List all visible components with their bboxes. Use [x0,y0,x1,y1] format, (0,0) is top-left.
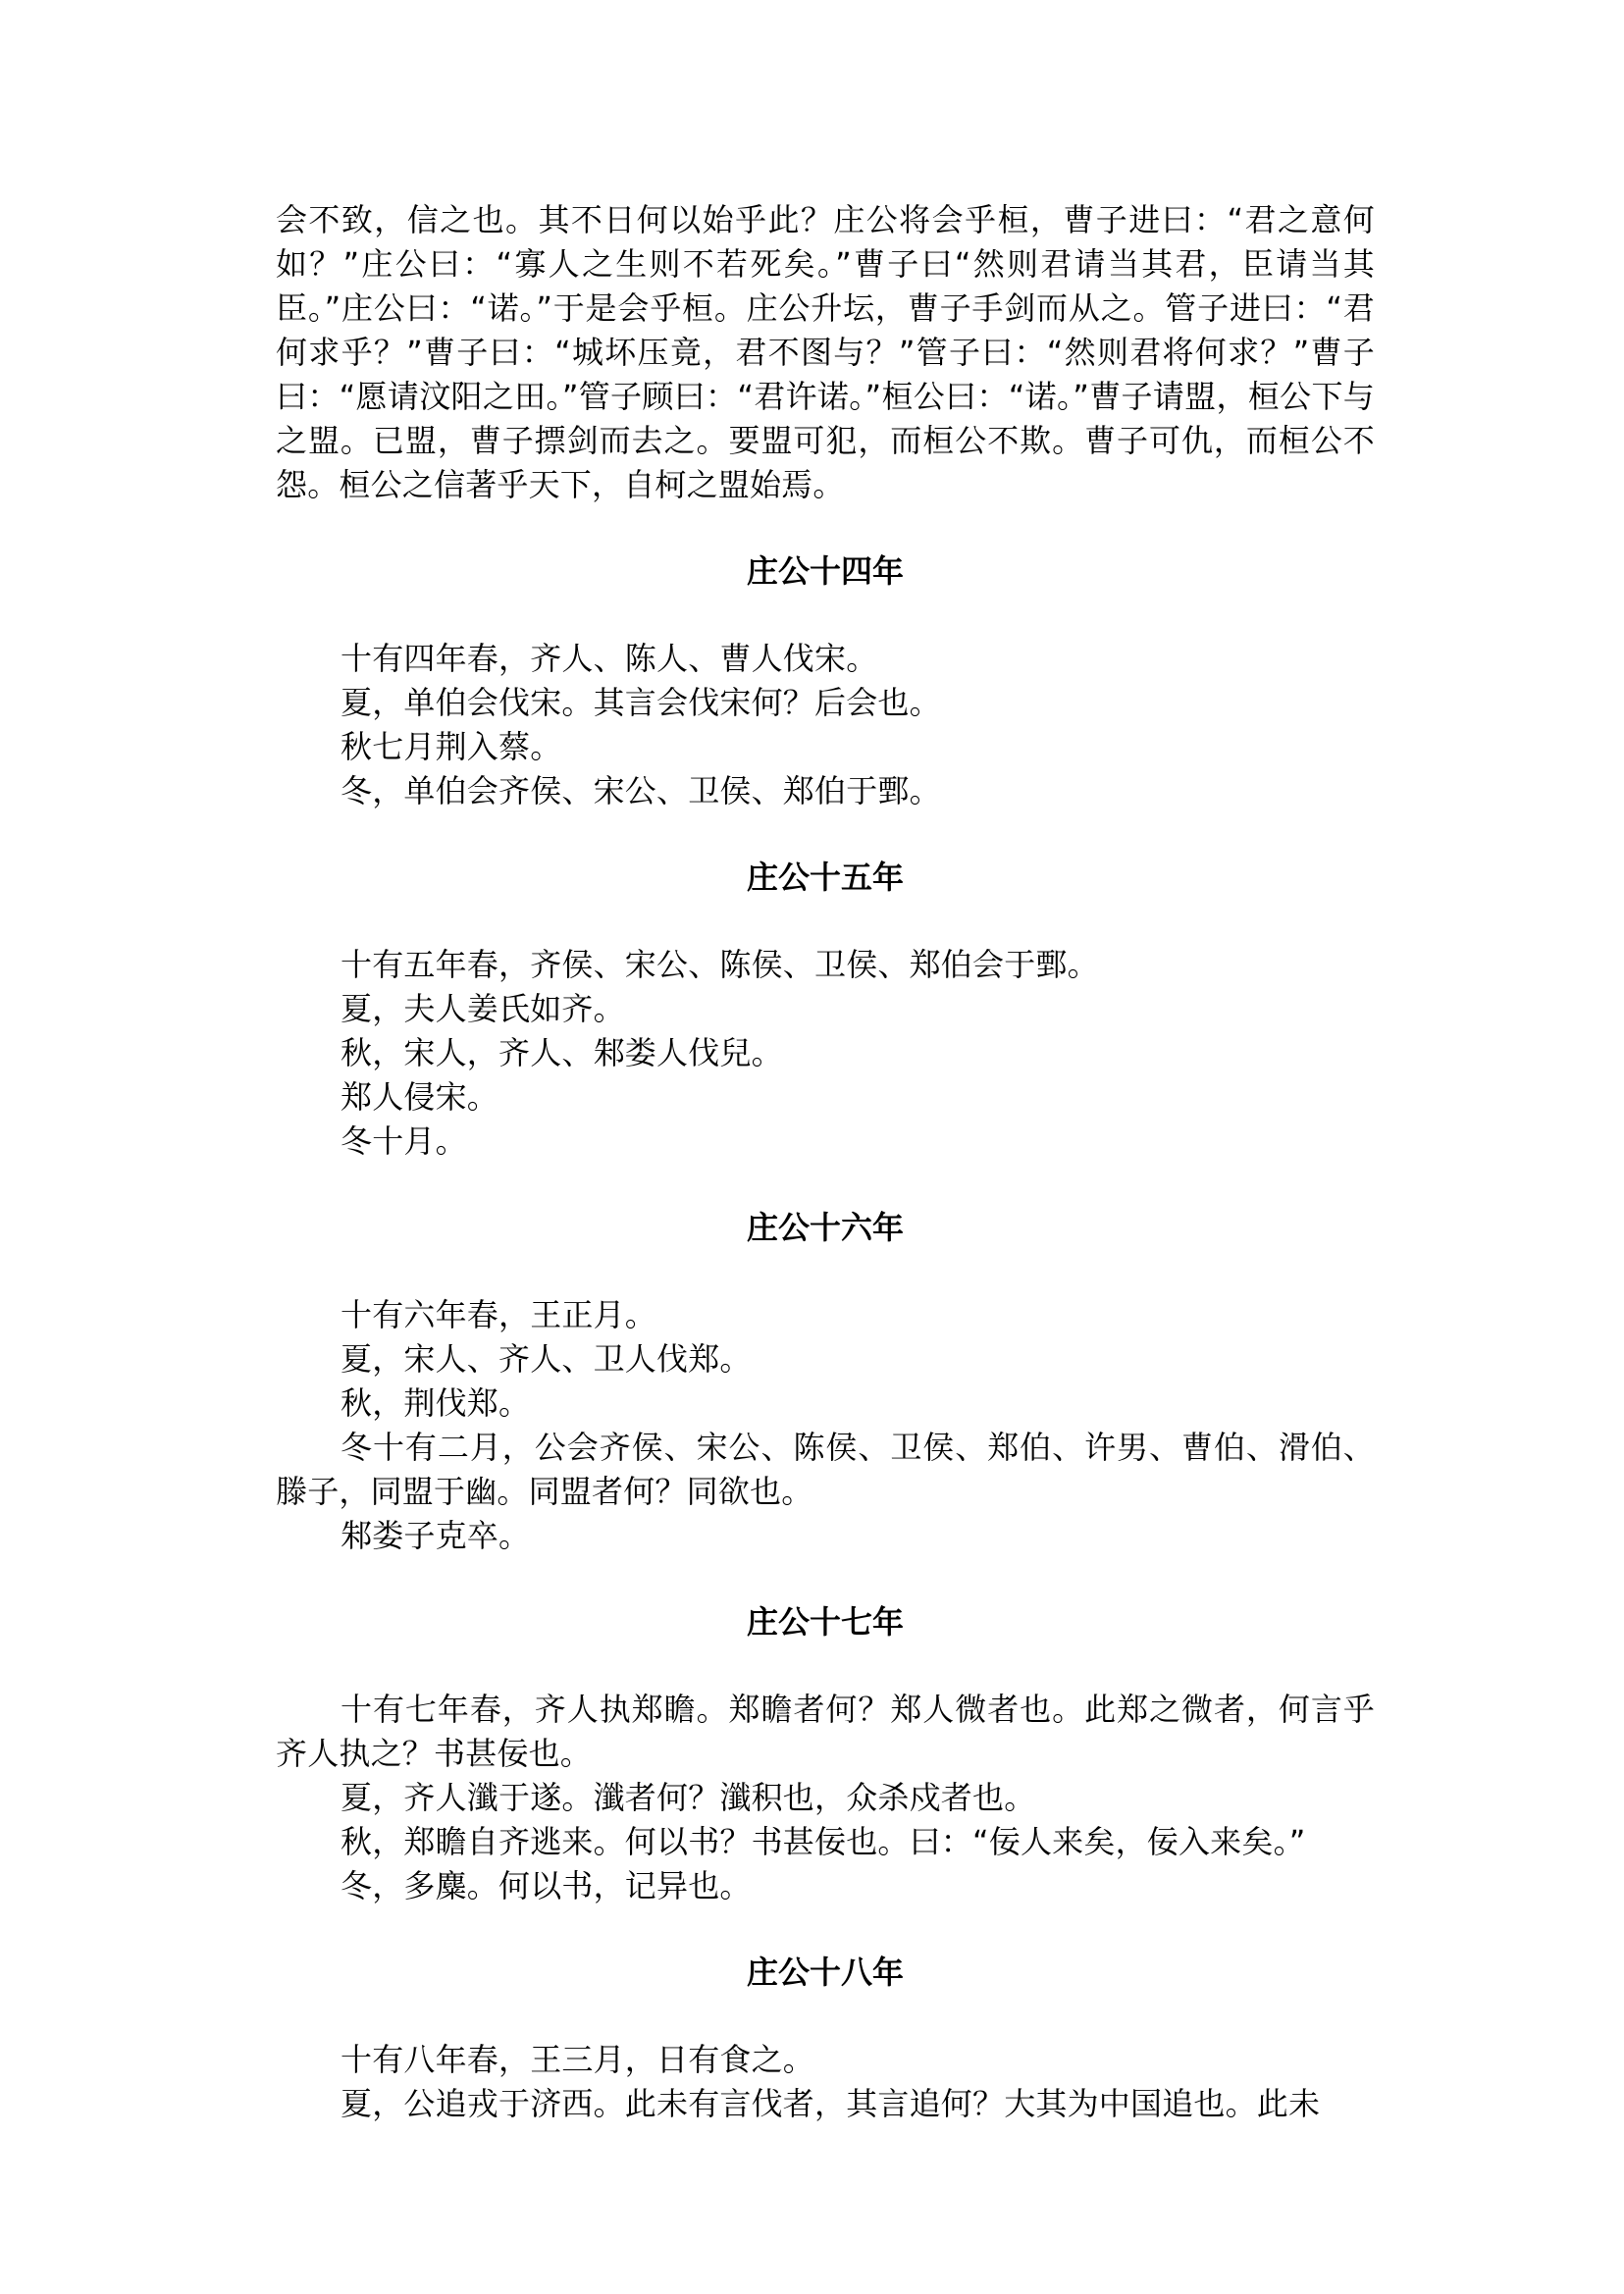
entry-paragraph: 秋，荆伐郑。 [341,1384,531,1422]
opening-paragraph: 会不致，信之也。其不日何以始乎此？庄公将会乎桓，曹子进曰：“君之意何如？”庄公曰：“寡人之生则不若死矣。”曹子曰“然则君请当其君，臣请当其臣。”庄公曰：“诺。”于是会乎桓。庄公升坛，曹子手剑而从之。管子进曰：“君何求乎？”曹子曰：“城坏压竟，君不图与？”管子曰：“然则君将何求？”曹子曰：“愿请汶阳之田。”管子顾曰：“君许诺。”桓公曰：“诺。”曹子请盟，桓公下与之盟。已盟，曹子摽剑而去之。要盟可犯，而桓公不欺。曹子可仇，而桓公不怨。桓公之信著乎天下，自柯之盟始焉。 [276,201,1375,503]
entry-paragraph: 郑人侵宋。 [341,1078,499,1116]
entry-paragraph: 十有六年春，王正月。 [341,1296,657,1333]
entry-paragraph: 十有五年春，齐侯、宋公、陈侯、卫侯、郑伯会于鄄。 [341,946,1099,983]
section-heading: 庄公十八年 [746,1954,904,1991]
entry-paragraph: 冬，多麋。何以书，记异也。 [341,1867,752,1904]
entry-paragraph: 冬十有二月，公会齐侯、宋公、陈侯、卫侯、郑伯、许男、曹伯、滑伯、滕子，同盟于幽。同盟者何？同欲也。 [276,1429,1375,1510]
entry-paragraph: 秋，郑瞻自齐逃来。何以书？书甚佞也。曰：“佞人来矣，佞入来矣。” [341,1823,1306,1860]
section-heading: 庄公十六年 [746,1209,904,1246]
document-body [276,198,1375,2126]
entry-paragraph: 邾娄子克卒。 [341,1517,531,1554]
entry-paragraph: 夏，宋人、齐人、卫人伐郑。 [341,1340,752,1378]
entry-paragraph: 夏，公追戎于济西。此未有言伐者，其言追何？大其为中国追也。此未 [341,2085,1321,2122]
entry-paragraph: 夏，齐人瀸于遂。瀸者何？瀸积也，众杀戍者也。 [341,1779,1036,1816]
entry-paragraph: 夏，夫人姜氏如齐。 [341,990,625,1027]
entry-paragraph: 秋，宋人，齐人、邾娄人伐兒。 [341,1034,783,1071]
entry-paragraph: 冬，单伯会齐侯、宋公、卫侯、郑伯于鄄。 [341,772,941,809]
section-heading: 庄公十五年 [746,859,904,896]
section-heading: 庄公十四年 [746,552,904,590]
section-heading: 庄公十七年 [746,1603,904,1641]
entry-paragraph: 十有八年春，王三月，日有食之。 [341,2041,815,2078]
entry-paragraph: 十有四年春，齐人、陈人、曹人伐宋。 [341,640,878,677]
entry-paragraph: 冬十月。 [341,1122,467,1160]
entry-paragraph: 秋七月荆入蔡。 [341,728,562,765]
entry-paragraph: 十有七年春，齐人执郑瞻。郑瞻者何？郑人微者也。此郑之微者，何言乎齐人执之？书甚佞也。 [276,1691,1375,1772]
entry-paragraph: 夏，单伯会伐宋。其言会伐宋何？后会也。 [341,684,941,721]
